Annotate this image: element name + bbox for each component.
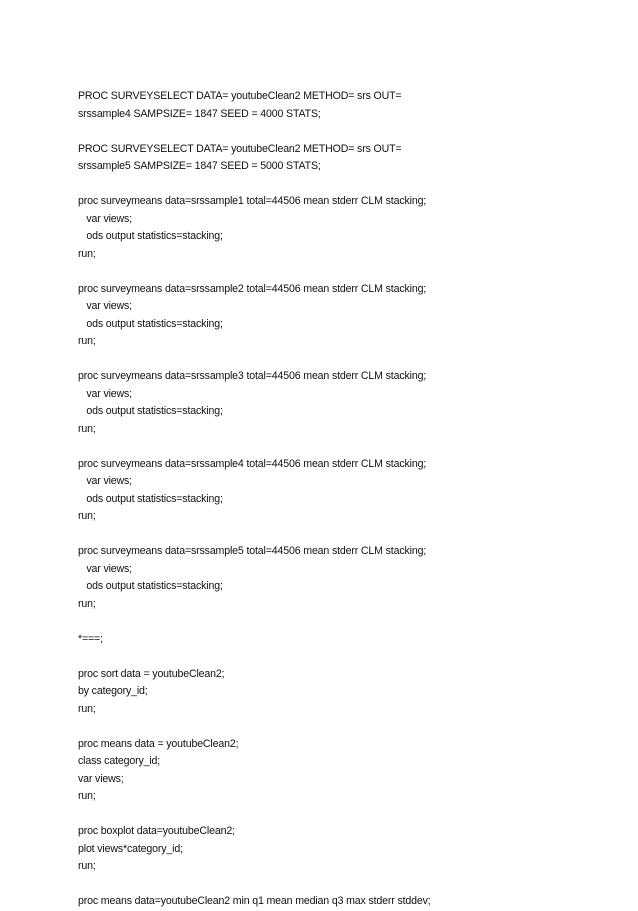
blank-line [78,438,618,456]
code-line: ods output statistics=stacking; [78,492,223,505]
code-line: run; [78,860,96,872]
blank-line [78,176,618,194]
code-line: proc boxplot data=youtubeClean2; [78,825,235,837]
blank-line [78,263,618,281]
blank-line [78,613,618,631]
code-line: var views; [78,475,132,487]
code-line: proc sort data = youtubeClean2; [78,667,225,680]
code-line: ods output statistics=stacking; [78,580,223,592]
code-line: ods output statistics=stacking; [78,230,223,242]
code-listing [78,88,618,911]
blank-line [78,123,618,141]
code-line: class category_id; [78,755,161,767]
code-line: plot views*category_id; [78,842,183,855]
code-line: run; [78,702,96,715]
code-line: srssample4 SAMPSIZE= 1847 SEED = 4000 STATS; [78,107,321,120]
code-line: *===; [78,632,103,645]
code-line: PROC SURVEYSELECT DATA= youtubeClean2 METHOD= srs OUT= [78,90,402,102]
code-line: srssample5 SAMPSIZE= 1847 SEED = 5000 STATS; [78,160,321,172]
code-line: proc means data = youtubeClean2; [78,737,239,750]
code-line: var views; [78,772,124,785]
code-line: run; [78,790,96,802]
code-line: proc surveymeans data=srssample4 total=44506 mean stderr CLM stacking; [78,457,427,470]
code-line: var views; [78,212,132,225]
blank-line [78,351,618,369]
blank-line [78,876,618,894]
code-line: PROC SURVEYSELECT DATA= youtubeClean2 METHOD= srs OUT= [78,142,402,155]
code-line: proc surveymeans data=srssample1 total=44506 mean stderr CLM stacking; [78,195,427,207]
blank-line [78,526,618,544]
blank-line [78,648,618,666]
code-line: var views; [78,300,132,312]
blank-line [78,718,618,736]
code-line: proc means data=youtubeClean2 min q1 mean median q3 max stderr stddev; [78,895,431,907]
code-line: run; [78,247,96,260]
code-line: ods output statistics=stacking; [78,405,223,417]
blank-line [78,806,618,824]
code-line: by category_id; [78,685,148,697]
code-line: run; [78,510,96,522]
code-line: ods output statistics=stacking; [78,317,223,330]
code-line: var views; [78,562,132,575]
code-line: proc surveymeans data=srssample2 total=44506 mean stderr CLM stacking; [78,282,427,295]
code-line: proc surveymeans data=srssample5 total=44506 mean stderr CLM stacking; [78,545,427,557]
code-line: run; [78,422,96,435]
code-line: proc surveymeans data=srssample3 total=44506 mean stderr CLM stacking; [78,370,427,382]
code-line: run; [78,597,96,610]
code-line: var views; [78,387,132,400]
code-line: run; [78,335,96,347]
